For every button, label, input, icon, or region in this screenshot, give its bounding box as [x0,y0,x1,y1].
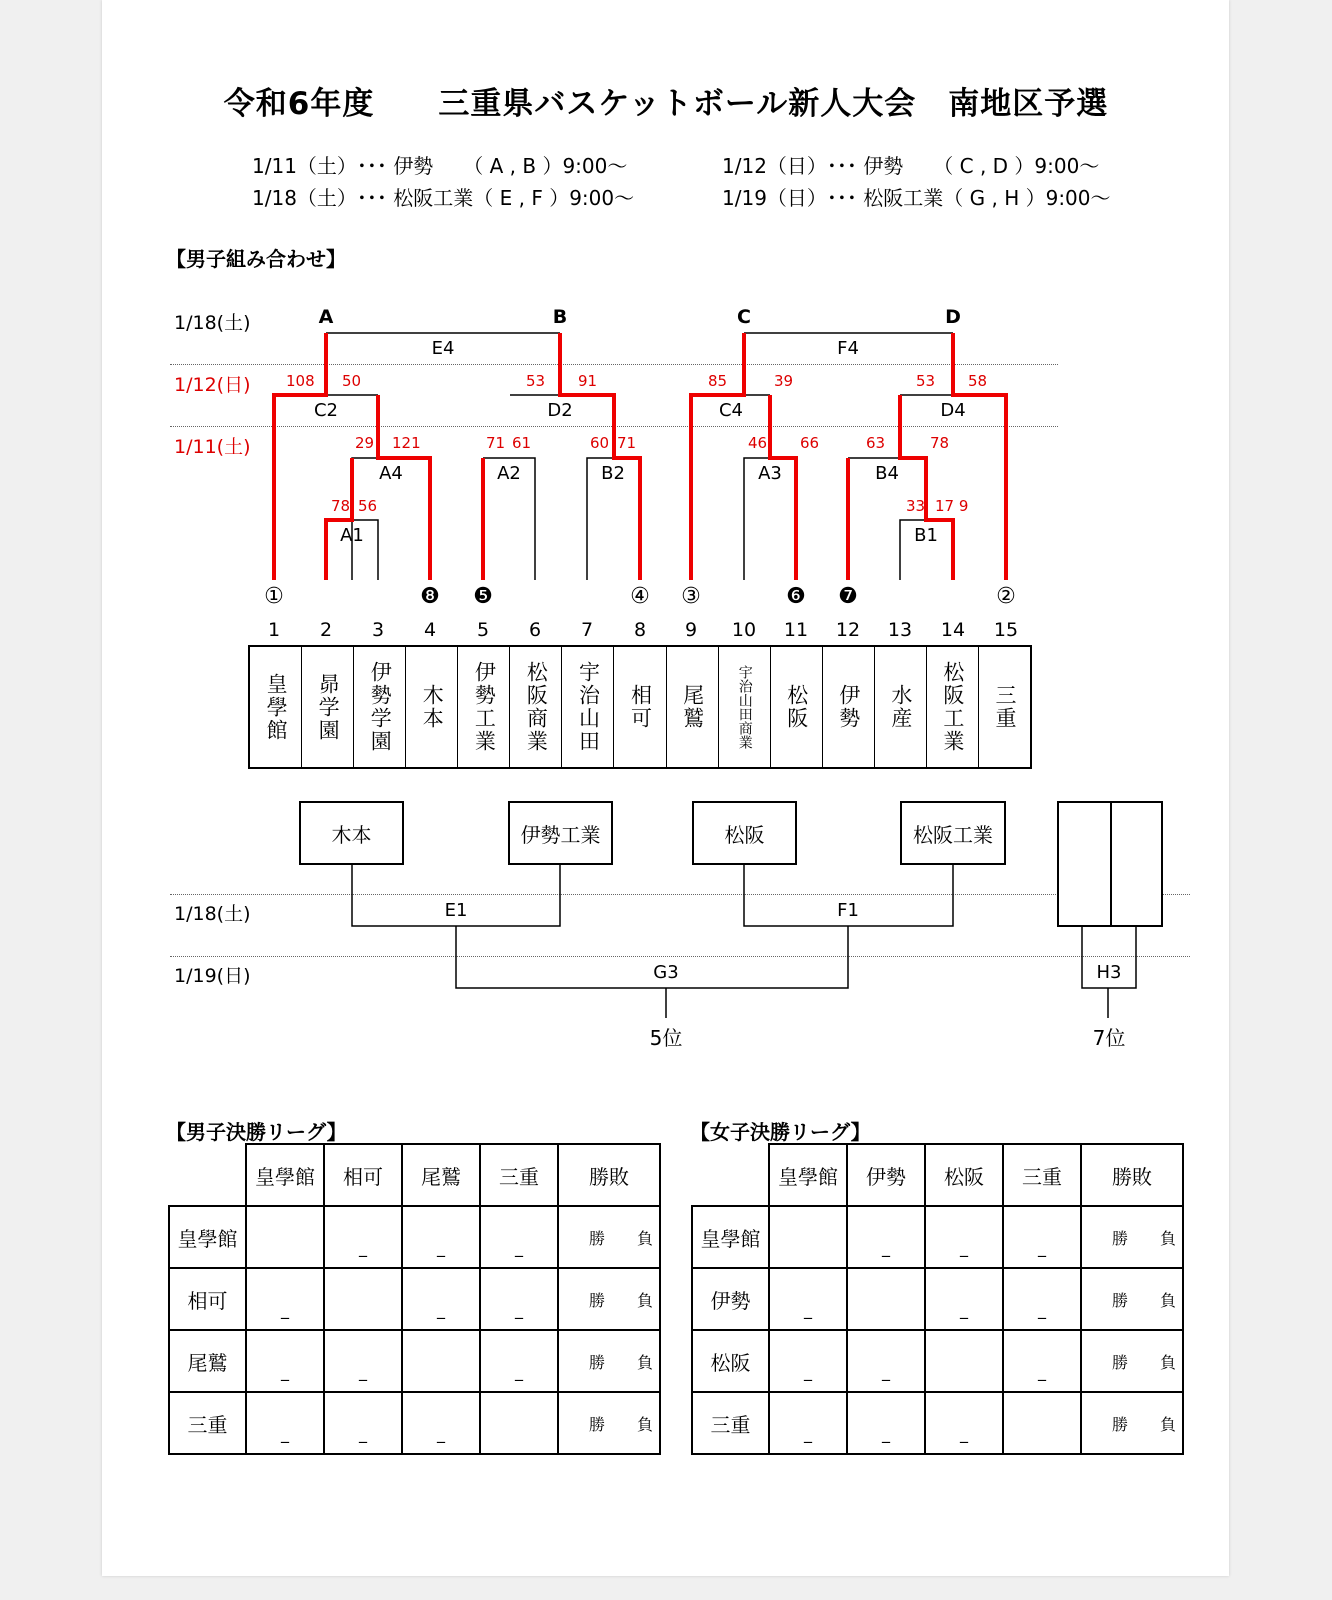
score: 50 [342,372,362,390]
game-label-e4: E4 [431,338,455,359]
team-name: 木本 [406,647,458,767]
score: 53 [916,372,936,390]
seed-marker: ❼ [838,584,858,609]
score: 71 [486,434,506,452]
table-corner [692,1144,769,1206]
score: 66 [800,434,820,452]
team-name: 皇學館 [250,647,302,767]
team-number: 6 [528,619,542,641]
block-label-c: C [737,306,751,328]
table-cell [246,1268,324,1330]
score: 53 [526,372,546,390]
table-cell [847,1330,925,1392]
dash-mark: _ [437,1300,445,1319]
schedule-line-2: 1/12（日）･･･ 伊勢 （ C , D ）9:00～ [722,154,1100,178]
table-cell [324,1206,402,1268]
winner-path [691,333,744,580]
game-label-c2: C2 [313,400,339,421]
game-label-d2: D2 [547,400,573,421]
seed-marker: ① [264,584,284,609]
schedule-line-1: 1/11（土）･･･ 伊勢 （ A , B ）9:00～ [252,154,628,178]
table-cell [1003,1268,1081,1330]
score: 17 9 [935,497,969,515]
game-label-h3: H3 [1096,962,1122,983]
row-header: 伊勢 [692,1268,769,1330]
table-cell [769,1330,847,1392]
dash-mark: _ [1038,1238,1046,1257]
lose-label: 負 [1159,1414,1176,1434]
winner-path [560,333,640,580]
page-title: 令和6年度 三重県バスケットボール新人大会 南地区予選 [223,86,1109,122]
score: 121 [392,434,421,452]
table-cell [480,1392,558,1454]
team-name: 松阪工業 [927,647,979,767]
win-label: 勝 [589,1228,606,1248]
team-number: 15 [993,619,1019,641]
schedule-line-4: 1/19（日）･･･ 松阪工業（ G , H ）9:00～ [722,186,1111,210]
table-cell [769,1268,847,1330]
score: 61 [512,434,532,452]
score: 108 [286,372,315,390]
team-name: 伊勢工業 [458,647,510,767]
table-cell [847,1392,925,1454]
result-cell [558,1392,660,1454]
table-header: 勝敗 [558,1144,660,1206]
winner-path [770,395,796,580]
score: 56 [358,497,378,515]
dash-mark: _ [1038,1362,1046,1381]
day-label-1-11: 1/11(土) [174,436,251,458]
result-cell [558,1268,660,1330]
score: 91 [578,372,598,390]
win-label: 勝 [589,1352,606,1372]
dash-mark: _ [359,1362,367,1381]
result-cell [1081,1206,1183,1268]
day-label-1-12: 1/12(日) [174,374,251,396]
day-label-1-19: 1/19(日) [174,965,251,987]
dash-mark: _ [437,1238,445,1257]
table-cell [324,1330,402,1392]
table-cell [847,1268,925,1330]
game-label-a4: A4 [379,463,403,484]
lose-label: 負 [1159,1352,1176,1372]
dash-mark: _ [960,1300,968,1319]
win-label: 勝 [1112,1290,1129,1310]
score: 78 [331,497,351,515]
game-label-f4: F4 [837,338,859,359]
game-label-d4: D4 [940,400,966,421]
table-header: 松阪 [925,1144,1003,1206]
game-label-a1: A1 [340,525,364,546]
score: 29 [355,434,375,452]
seed-marker: ② [996,584,1016,609]
game-label-c4: C4 [718,400,744,421]
dash-mark: _ [515,1238,523,1257]
dash-mark: _ [437,1424,445,1443]
table-cell [480,1268,558,1330]
dash-mark: _ [960,1424,968,1443]
team-name: 尾鷲 [667,647,719,767]
team-number: 1 [267,619,281,641]
row-header: 皇學館 [169,1206,246,1268]
table-cell [402,1330,480,1392]
game-label-f1: F1 [837,900,859,921]
table-cell [1003,1330,1081,1392]
team-list [248,645,1032,769]
dash-mark: _ [882,1362,890,1381]
game-label-b4: B4 [875,463,899,484]
seed-marker: ③ [681,584,701,609]
dash-mark: _ [359,1238,367,1257]
score: 71 [617,434,637,452]
girls-league-title: 【女子決勝リーグ】 [690,1120,871,1144]
table-cell [246,1206,324,1268]
win-label: 勝 [589,1290,606,1310]
lose-label: 負 [636,1414,653,1434]
day-label-1-18: 1/18(土) [174,312,251,334]
table-cell [925,1392,1003,1454]
team-name: 伊勢 [823,647,875,767]
result-cell [558,1206,660,1268]
blank-team-box [1057,801,1163,927]
table-header: 伊勢 [847,1144,925,1206]
dash-mark: _ [882,1424,890,1443]
winner-path [378,395,430,580]
girls-league-table [691,1143,1184,1455]
table-header: 皇學館 [769,1144,847,1206]
team-number: 14 [940,619,966,641]
team-number: 12 [835,619,861,641]
day-label-1-18b: 1/18(土) [174,903,251,925]
table-cell [324,1268,402,1330]
team-number: 9 [684,619,698,641]
box-divider [1110,803,1112,925]
table-cell [402,1206,480,1268]
lose-label: 負 [1159,1228,1176,1248]
win-label: 勝 [589,1414,606,1434]
table-cell [1003,1206,1081,1268]
table-cell [925,1268,1003,1330]
dash-mark: _ [804,1300,812,1319]
game-label-a3: A3 [758,463,782,484]
score: 78 [930,434,950,452]
dash-mark: _ [804,1362,812,1381]
winner-path [953,333,1006,580]
team-number: 7 [580,619,594,641]
dash-mark: _ [281,1362,289,1381]
score: 39 [774,372,794,390]
team-name: 松阪 [771,647,823,767]
team-number: 4 [423,619,437,641]
row-header: 尾鷲 [169,1330,246,1392]
game-label-a2: A2 [497,463,521,484]
dash-mark: _ [281,1424,289,1443]
dash-mark: _ [515,1362,523,1381]
block-label-a: A [318,306,334,328]
row-header: 三重 [692,1392,769,1454]
table-cell [847,1206,925,1268]
dash-mark: _ [960,1238,968,1257]
table-cell [925,1206,1003,1268]
score: 85 [708,372,728,390]
consolation-team: 松阪 [692,801,797,865]
table-cell [769,1206,847,1268]
consolation-team: 松阪工業 [900,801,1006,865]
lose-label: 負 [636,1290,653,1310]
dash-mark: _ [804,1424,812,1443]
winner-path [274,333,326,580]
block-label-d: D [945,306,961,328]
dash-mark: _ [882,1238,890,1257]
dash-mark: _ [359,1424,367,1443]
win-label: 勝 [1112,1414,1129,1434]
boys-bracket-title: 【男子組み合わせ】 [166,247,346,271]
team-name: 水産 [875,647,927,767]
consolation-team: 木本 [299,801,404,865]
game-label-b2: B2 [601,463,625,484]
team-name: 伊勢学園 [354,647,406,767]
block-label-b: B [552,306,568,328]
score: 58 [968,372,988,390]
table-header: 尾鷲 [402,1144,480,1206]
team-number: 13 [887,619,913,641]
seventh-place-label: 7位 [1092,1026,1126,1050]
team-name: 宇治山田商業 [719,647,771,767]
consolation-team: 伊勢工業 [508,801,613,865]
result-cell [1081,1392,1183,1454]
score: 46 [748,434,768,452]
table-cell [324,1392,402,1454]
row-header: 皇學館 [692,1206,769,1268]
table-cell [769,1392,847,1454]
team-number: 5 [476,619,490,641]
table-header: 三重 [1003,1144,1081,1206]
dash-mark: _ [515,1300,523,1319]
game-label-b1: B1 [914,525,938,546]
lose-label: 負 [636,1228,653,1248]
score: 60 [590,434,610,452]
game-label-e1: E1 [444,900,468,921]
seed-marker: ❺ [473,584,493,609]
table-header: 相可 [324,1144,402,1206]
winner-path [326,458,352,580]
dash-mark: _ [1038,1300,1046,1319]
score: 33 [906,497,926,515]
dash-mark: _ [281,1300,289,1319]
team-number: 10 [731,619,757,641]
win-label: 勝 [1112,1352,1129,1372]
winner-path [900,395,953,580]
seed-marker: ❽ [420,584,440,609]
fifth-place-label: 5位 [649,1026,683,1050]
table-cell [925,1330,1003,1392]
row-header: 松阪 [692,1330,769,1392]
team-number: 8 [633,619,647,641]
team-name: 宇治山田 [562,647,614,767]
table-cell [246,1392,324,1454]
table-cell [402,1268,480,1330]
boys-league-table [168,1143,661,1455]
lose-label: 負 [636,1352,653,1372]
team-name: 松阪商業 [510,647,562,767]
team-name: 三重 [992,684,1017,730]
seed-marker: ❻ [786,584,806,609]
row-header: 三重 [169,1392,246,1454]
boys-league-title: 【男子決勝リーグ】 [166,1120,347,1144]
team-number: 2 [319,619,333,641]
seed-marker: ④ [630,584,650,609]
team-name: 昴学園 [302,647,354,767]
table-cell [1003,1392,1081,1454]
result-cell [558,1330,660,1392]
lose-label: 負 [1159,1290,1176,1310]
row-header: 相可 [169,1268,246,1330]
table-cell [402,1392,480,1454]
game-label-g3: G3 [653,962,679,983]
table-header: 勝敗 [1081,1144,1183,1206]
table-header: 三重 [480,1144,558,1206]
schedule-line-3: 1/18（土）･･･ 松阪工業（ E , F ）9:00～ [252,186,635,210]
result-cell [1081,1268,1183,1330]
table-header: 皇學館 [246,1144,324,1206]
table-cell [480,1330,558,1392]
team-name: 相可 [614,647,666,767]
table-cell [480,1206,558,1268]
team-number: 3 [371,619,385,641]
team-number: 11 [783,619,809,641]
table-corner [169,1144,246,1206]
result-cell [1081,1330,1183,1392]
score: 63 [866,434,886,452]
table-cell [246,1330,324,1392]
win-label: 勝 [1112,1228,1129,1248]
